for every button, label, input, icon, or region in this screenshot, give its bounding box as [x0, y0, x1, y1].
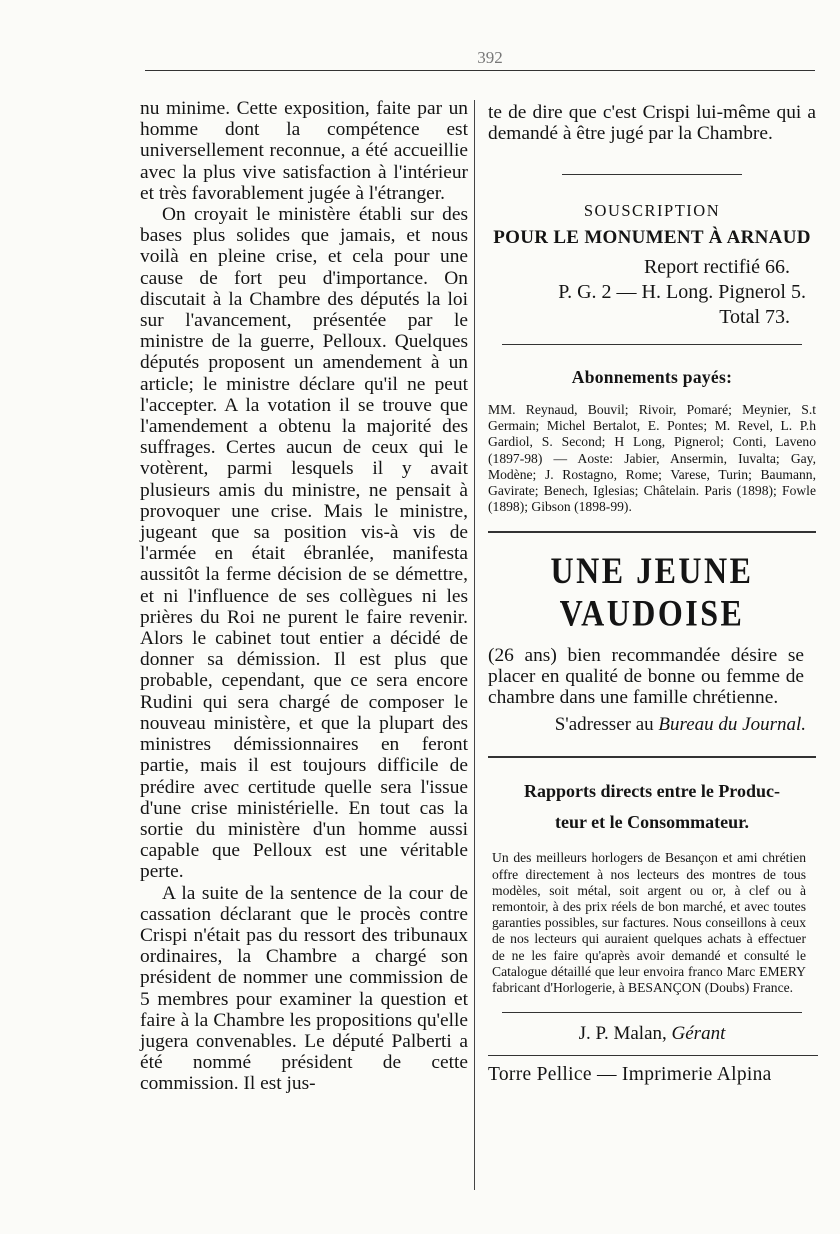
subscription-title: POUR LE MONUMENT À ARNAUD: [493, 227, 811, 248]
rapports-section: [488, 776, 816, 996]
article-paragraph: nu minime. Cette exposition, faite par un homme dont la compétence est universellement reconnue, a été accueillie avec la plus vive satisfaction à l'intérieur et très favorablement jugée à l'étranger.: [140, 98, 468, 204]
page-number: 392: [477, 48, 503, 67]
subscription-list: [488, 255, 816, 330]
subscription-heading: SOUSCRIPTION: [583, 201, 721, 220]
divider-rule: [488, 1055, 818, 1056]
divider-rule: [488, 531, 816, 533]
header-rule: [145, 70, 815, 71]
right-column: [488, 102, 816, 1086]
column-divider: [474, 100, 475, 1190]
rapports-title-line: Rapports directs entre le Produc-: [524, 781, 780, 802]
ad-text: (26 ans) bien recommandée désire se placer en qualité de bonne ou femme de chambre dans une famille chrétienne.: [488, 645, 804, 709]
ad-contact-place: Bureau du Journal.: [658, 714, 806, 736]
ad-contact-prefix: S'adresser au: [554, 714, 659, 736]
subscription-section: [488, 201, 816, 330]
divider-rule: [562, 174, 742, 175]
divider-rule: [488, 756, 816, 758]
abonnements-list: MM. Reynaud, Bouvil; Rivoir, Pomaré; Meynier, S.t Germain; Michel Bertalot, E. Pontes; M. Revel, L. P.h Gardiol, S. Second; H Long, Pignerol; Conti, Laveno (1897-98) — Aoste: Jabier, Ansermin, Iuvalta; Gay, Modène; J. Rostagno, Rome; Varese, Turin; Baumann, Gavirate; Benech, Iglesias; Châtelain. Paris (1898); Fowle (1898); Gibson (1898-99).: [488, 402, 816, 515]
gerant-name: J. P. Malan,: [578, 1023, 667, 1045]
rapports-title: [488, 776, 816, 838]
subscription-line: Report rectifié 66.: [643, 256, 790, 278]
divider-rule: [502, 1012, 802, 1013]
rapports-text: Un des meilleurs horlogers de Besançon et ami chrétien offre directement à nos lecteurs des montres de tous modèles, soit métal, soit argent ou or, à clef ou à remontoir, à des prix réels de bon marché, et avec toutes garanties possibles, sur factures. Nous conseillons à ceux de nos lecteurs qui auraient quelques achats à effectuer de ne les faire qu'après avoir demandé et consulté le Catalogue détaillé que leur envoira franco Marc EMERY fabricant d'Horlogerie, à BESANÇON (Doubs) France.: [492, 850, 806, 996]
classified-ad: [488, 549, 816, 736]
gerant-role: Gérant: [671, 1023, 726, 1045]
printer-imprint: Torre Pellice — Imprimerie Alpina: [488, 1064, 772, 1086]
ad-title: UNE JEUNE VAUDOISE: [550, 549, 754, 634]
subscription-line: P. G. 2 — H. Long. Pignerol 5.: [558, 281, 806, 303]
left-column: [140, 98, 468, 1095]
gerant-line: [488, 1023, 816, 1045]
subscription-line: Total 73.: [719, 306, 790, 328]
abonnements-title: Abonnements payés:: [571, 367, 733, 387]
rapports-title-line: teur et le Consommateur.: [555, 812, 749, 833]
abonnements-section: [488, 367, 816, 515]
article-continuation: te de dire que c'est Crispi lui-même qui a demandé à être jugé par la Chambre.: [488, 102, 816, 144]
divider-rule: [502, 344, 802, 345]
article-paragraph: On croyait le ministère établi sur des bases plus solides que jamais, et nous voilà en pleine crise, et cela pour une cause de fort peu d'importance. On discutait à la Chambre des députés la loi sur l'avancement, présentée par le ministre de la guerre, Pelloux. Quelques députés proposent un amendement à un article; le ministre déclare qu'il ne peut l'accepter. A la votation il se trouve que l'amendement a obtenu la majorité des suffrages. Certes aucun de ceux qui le votèrent, parmi lesquels il y avait plusieurs amis du ministre, ne pensait à provoquer une crise. Mais le ministre, jugeant que sa position vis-à vis de l'armée en était ébranlée, manifesta aussitôt la ferme décision de se démettre, et ni l'influence de ses collègues ni les prières du Roi ne purent le faire revenir. Alors le cabinet tout entier a décidé de donner sa démission. Il est plus que probable, cependant, que ce sera encore Rudini qui sera chargé de composer le nouveau ministère, et que la plupart des ministres démissionnaires en feront partie, mais il est toujours difficile de prédire avec certitude quelle sera l'issue d'une crise ministérielle. En tout cas la sortie du ministère d'un homme aussi capable que Pelloux est une véritable perte.: [140, 204, 468, 883]
article-paragraph: A la suite de la sentence de la cour de cassation déclarant que le procès contre Crispi n'était pas du ressort des tribunaux ordinaires, la Chambre a chargé son président de nommer une commission de 5 membres pour examiner la question et faire à la Chambre les propositions qu'elle jugera convenables. Le député Palberti a été nommé président de cette commission. Il est jus-: [140, 882, 468, 1095]
ad-contact: [488, 714, 816, 736]
